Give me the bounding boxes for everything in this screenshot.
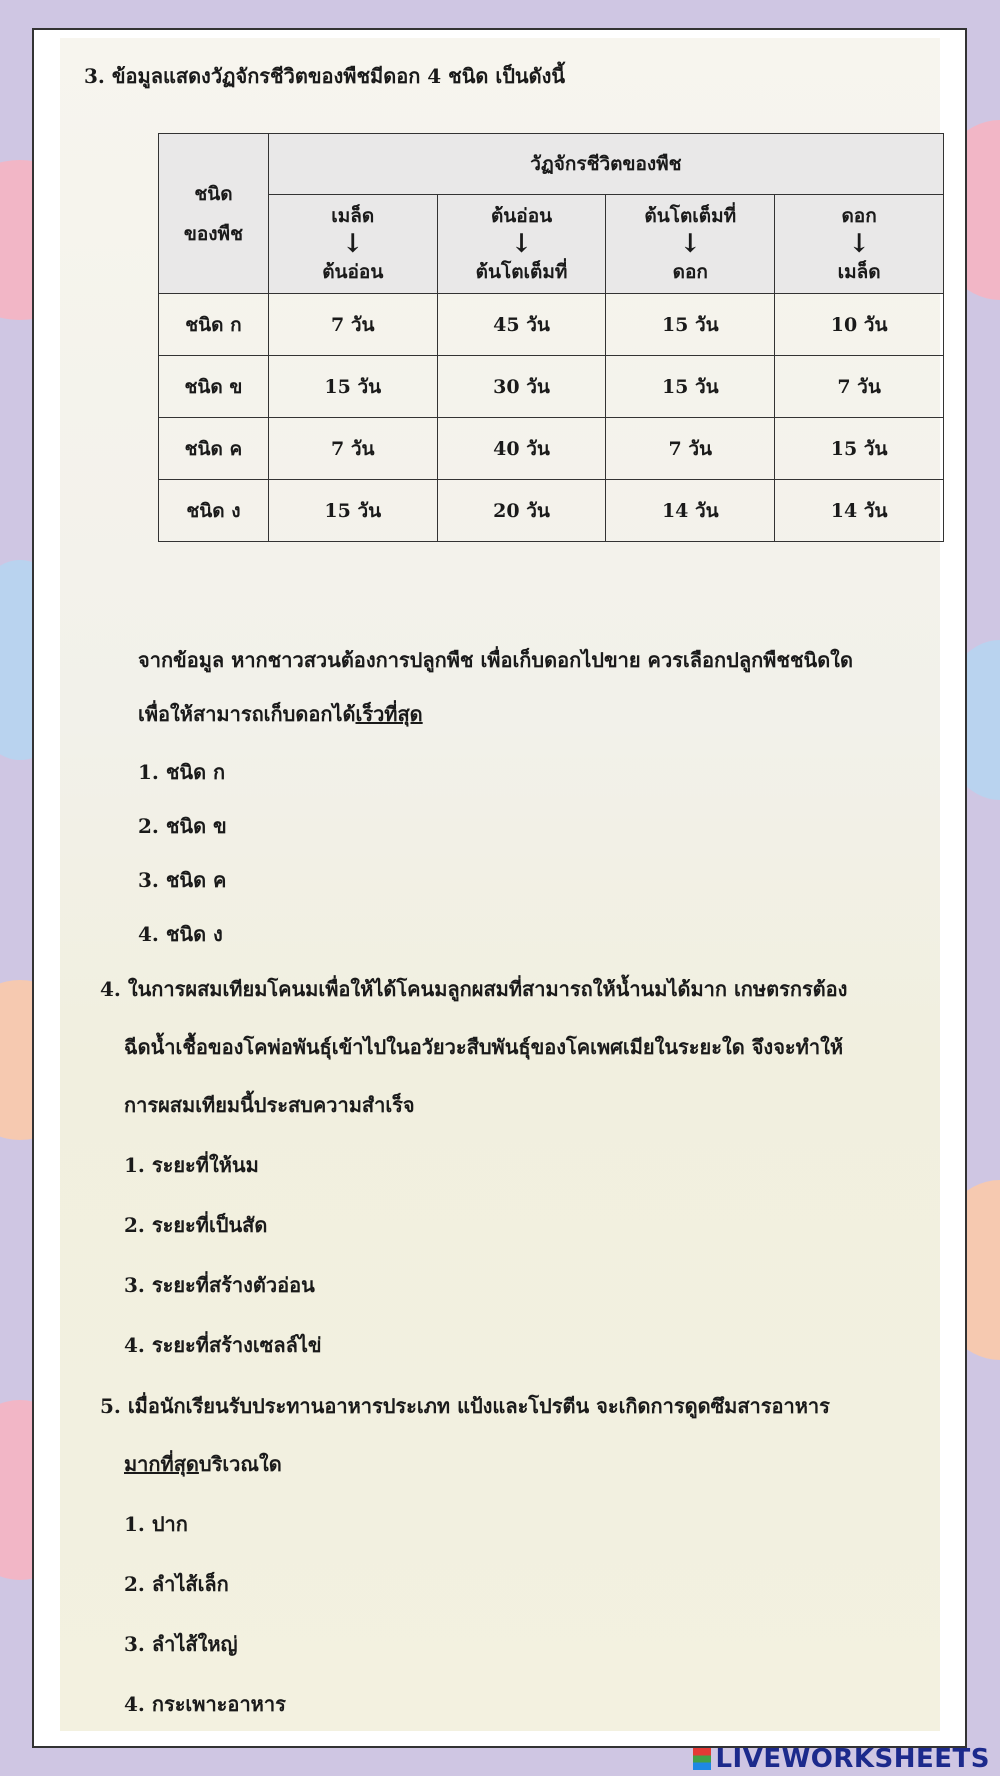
days-cell: 7 วัน (268, 294, 437, 356)
q4-option-3[interactable]: 3. ระยะที่สร้างตัวอ่อน (124, 1273, 315, 1297)
days-cell: 15 วัน (606, 294, 775, 356)
plant-name-cell: ชนิด ค (159, 418, 269, 480)
days-cell: 15 วัน (268, 356, 437, 418)
q4-line1: 4. ในการผสมเทียมโคนมเพื่อให้ได้โคนมลูกผสมที่สามารถให้น้ำนมได้มาก เกษตรกรต้อง (100, 977, 848, 1001)
days-cell: 15 วัน (775, 418, 944, 480)
logo-icon (693, 1748, 711, 1770)
days-cell: 7 วัน (268, 418, 437, 480)
q5-option-2[interactable]: 2. ลำไส้เล็ก (124, 1572, 229, 1596)
days-cell: 10 วัน (775, 294, 944, 356)
q5-option-4[interactable]: 4. กระเพาะอาหาร (124, 1692, 286, 1716)
days-cell: 20 วัน (437, 480, 606, 542)
q3-option-3[interactable]: 3. ชนิด ค (138, 868, 227, 892)
q5-line2 (124, 1448, 282, 1480)
q4-line3: การผสมเทียมนี้ประสบความสำเร็จ (124, 1093, 415, 1117)
down-arrow-icon: ↓ (341, 229, 364, 259)
plant-type-header (159, 134, 269, 294)
brand-text: LIVEWORKSHEETS (715, 1744, 990, 1774)
scanned-page (60, 38, 940, 1731)
table-row (159, 418, 944, 480)
worksheet-paper (32, 28, 967, 1748)
q3-question-line1: จากข้อมูล หากชาวสวนต้องการปลูกพืช เพื่อเก็บดอกไปขาย ควรเลือกปลูกพืชชนิดใด (138, 648, 853, 672)
table-row (159, 294, 944, 356)
stage-header (606, 195, 775, 294)
days-cell: 14 วัน (775, 480, 944, 542)
q3-question-line2 (138, 698, 423, 730)
stage-to: ต้นอ่อน (322, 261, 384, 283)
days-cell: 7 วัน (775, 356, 944, 418)
q5-question-text: บริเวณใด (198, 1452, 282, 1476)
q4-line2: ฉีดน้ำเชื้อของโคพ่อพันธุ์เข้าไปในอวัยวะสืบพันธุ์ของโคเพศเมียในระยะใด จึงจะทำให้ (124, 1035, 844, 1059)
q3-question-text: เพื่อให้สามารถเก็บดอกได้ (138, 702, 356, 726)
q4-option-4[interactable]: 4. ระยะที่สร้างเซลล์ไข่ (124, 1333, 322, 1357)
life-cycle-header: วัฏจักรชีวิตของพืช (268, 134, 943, 195)
plant-name-cell: ชนิด ง (159, 480, 269, 542)
q4-option-2[interactable]: 2. ระยะที่เป็นสัด (124, 1213, 268, 1237)
liveworksheets-logo (693, 1744, 990, 1774)
q5-option-1[interactable]: 1. ปาก (124, 1512, 188, 1536)
q5-option-3[interactable]: 3. ลำไส้ใหญ่ (124, 1632, 238, 1656)
table-row (159, 356, 944, 418)
plant-type-header-line2: ของพืช (183, 222, 243, 245)
days-cell: 14 วัน (606, 480, 775, 542)
days-cell: 45 วัน (437, 294, 606, 356)
q5-emphasis: มากที่สุด (124, 1452, 199, 1476)
q3-option-4[interactable]: 4. ชนิด ง (138, 922, 223, 946)
days-cell: 7 วัน (606, 418, 775, 480)
q3-option-1[interactable]: 1. ชนิด ก (138, 760, 226, 784)
stage-header (775, 195, 944, 294)
days-cell: 15 วัน (268, 480, 437, 542)
stage-from: ต้นอ่อน (490, 205, 553, 227)
plant-name-cell: ชนิด ก (159, 294, 269, 356)
stage-header (437, 195, 606, 294)
table-row (159, 480, 944, 542)
down-arrow-icon: ↓ (848, 229, 870, 259)
stage-header (268, 195, 437, 294)
days-cell: 30 วัน (437, 356, 606, 418)
q3-header: 3. ข้อมูลแสดงวัฏจักรชีวิตของพืชมีดอก 4 ชนิด เป็นดังนี้ (84, 64, 566, 88)
stage-from: ต้นโตเต็มที่ (644, 205, 737, 227)
stage-from: ดอก (841, 205, 877, 227)
life-cycle-table (158, 133, 944, 542)
plant-name-cell: ชนิด ข (159, 356, 269, 418)
q4-option-1[interactable]: 1. ระยะที่ให้นม (124, 1153, 259, 1177)
stage-from: เมล็ด (331, 205, 375, 227)
stage-to: ต้นโตเต็มที่ (475, 261, 568, 283)
q3-emphasis: เร็วที่สุด (355, 702, 423, 726)
down-arrow-icon: ↓ (510, 229, 533, 259)
days-cell: 15 วัน (606, 356, 775, 418)
down-arrow-icon: ↓ (679, 229, 702, 259)
plant-type-header-line1: ชนิด (194, 182, 233, 205)
q3-option-2[interactable]: 2. ชนิด ข (138, 814, 227, 838)
stage-to: ดอก (672, 261, 708, 283)
days-cell: 40 วัน (437, 418, 606, 480)
stage-to: เมล็ด (837, 261, 881, 283)
q5-line1: 5. เมื่อนักเรียนรับประทานอาหารประเภท แป้งและโปรตีน จะเกิดการดูดซึมสารอาหาร (100, 1394, 830, 1418)
